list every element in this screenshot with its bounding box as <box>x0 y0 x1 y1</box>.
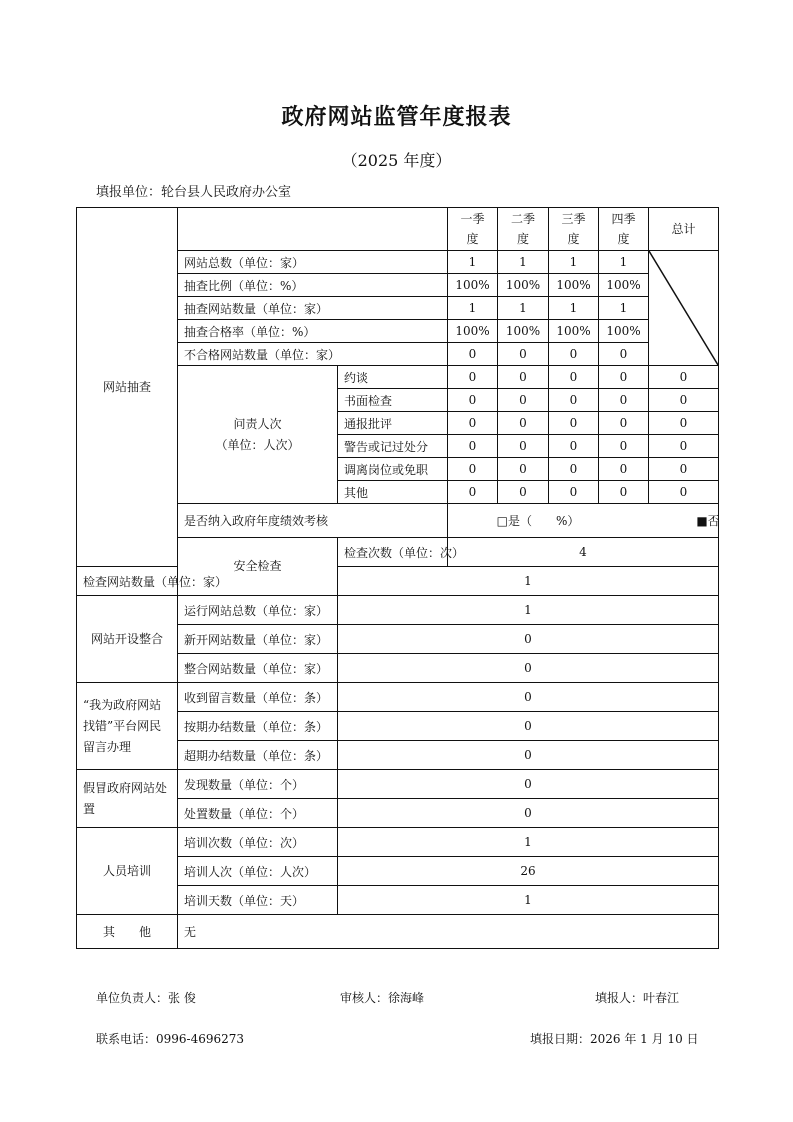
cell-value: 0 <box>549 435 599 458</box>
table-row <box>77 770 719 799</box>
page-subtitle: （2025 年度） <box>341 151 452 170</box>
row-label: 运行网站总数（单位：家） <box>178 596 338 625</box>
diagonal-cell <box>649 251 719 366</box>
cell-value: 0 <box>498 366 549 389</box>
cell-value: 0 <box>649 481 719 504</box>
cell-value: 1 <box>338 886 719 915</box>
cell-value: 1 <box>549 251 599 274</box>
cell-value: 0 <box>338 770 719 799</box>
cell-value: 0 <box>498 435 549 458</box>
cell-value: 0 <box>448 366 498 389</box>
row-label: 抽查比例（单位：%） <box>178 274 448 297</box>
section-name: 其 他 <box>77 915 178 949</box>
cell-value: 无 <box>178 915 719 949</box>
cell-value: 0 <box>599 343 649 366</box>
header-q1: 一季 度 <box>448 208 498 251</box>
table-row <box>77 596 719 625</box>
cell-value: 0 <box>549 458 599 481</box>
cell-value: 0 <box>338 683 719 712</box>
cell-value: 100% <box>498 274 549 297</box>
section-name: “我为政府网站找错”平台网民留言办理 <box>77 683 178 770</box>
cell-value: 0 <box>498 389 549 412</box>
cell-value: 0 <box>338 741 719 770</box>
fill-date: 填报日期：2026 年 1 月 10 日 <box>530 1032 699 1046</box>
cell-value: 0 <box>599 366 649 389</box>
cell-value: 4 <box>448 538 719 567</box>
cell-value: 1 <box>498 251 549 274</box>
cell-value: 0 <box>498 481 549 504</box>
cell-value: 100% <box>599 320 649 343</box>
section-name: 网站开设整合 <box>77 596 178 683</box>
cell-value: 0 <box>599 389 649 412</box>
cell-value: 0 <box>498 343 549 366</box>
row-label: 抽查网站数量（单位：家） <box>178 297 448 320</box>
cell-value: 0 <box>498 458 549 481</box>
header-blank <box>178 208 448 251</box>
cell-value: 1 <box>448 251 498 274</box>
row-label: 新开网站数量（单位：家） <box>178 625 338 654</box>
header-total: 总计 <box>649 208 719 251</box>
row-label: 约谈 <box>338 366 448 389</box>
row-label: 网站总数（单位：家） <box>178 251 448 274</box>
cell-value: 100% <box>448 274 498 297</box>
row-label: 检查次数（单位：次） <box>338 538 448 567</box>
cell-value: 0 <box>498 412 549 435</box>
accountability-label: 问责人次 （单位：人次） <box>178 366 338 504</box>
cell-value: 0 <box>338 799 719 828</box>
cell-value: 1 <box>338 567 719 596</box>
cell-value: 0 <box>448 343 498 366</box>
report-table <box>76 207 719 949</box>
cell-value: 1 <box>498 297 549 320</box>
cell-value: 0 <box>649 458 719 481</box>
row-label: 其他 <box>338 481 448 504</box>
cell-value: 0 <box>338 625 719 654</box>
row-label: 警告或记过处分 <box>338 435 448 458</box>
cell-value: 0 <box>549 343 599 366</box>
row-label: 培训天数（单位：天） <box>178 886 338 915</box>
assessment-yes-checkbox[interactable]: □是（ %） <box>496 514 580 528</box>
row-label: 整合网站数量（单位：家） <box>178 654 338 683</box>
cell-value: 1 <box>338 596 719 625</box>
section-name: 网站抽查 <box>77 208 178 567</box>
row-label: 检查网站数量（单位：家） <box>77 567 178 596</box>
cell-value: 0 <box>649 366 719 389</box>
cell-value: 0 <box>599 458 649 481</box>
cell-value: 1 <box>599 251 649 274</box>
assessment-no-checkbox[interactable]: ■否 <box>696 514 720 528</box>
cell-value: 0 <box>549 366 599 389</box>
cell-value: 0 <box>649 435 719 458</box>
table-row <box>77 683 719 712</box>
row-label: 培训人次（单位：人次） <box>178 857 338 886</box>
cell-value: 100% <box>599 274 649 297</box>
cell-value: 0 <box>549 481 599 504</box>
cell-value: 0 <box>448 412 498 435</box>
row-label: 抽查合格率（单位：%） <box>178 320 448 343</box>
row-label: 通报批评 <box>338 412 448 435</box>
section-name: 安全检查 <box>178 538 338 596</box>
cell-value: 100% <box>498 320 549 343</box>
cell-value: 100% <box>549 274 599 297</box>
row-label: 按期办结数量（单位：条） <box>178 712 338 741</box>
cell-value: 0 <box>448 458 498 481</box>
row-label: 超期办结数量（单位：条） <box>178 741 338 770</box>
cell-value: 1 <box>549 297 599 320</box>
reviewer: 审核人：徐海峰 <box>340 991 425 1005</box>
cell-value: 26 <box>338 857 719 886</box>
cell-value: 0 <box>448 435 498 458</box>
contact-phone: 联系电话：0996-4696273 <box>96 1032 245 1046</box>
table-row <box>77 567 719 596</box>
cell-value: 1 <box>338 828 719 857</box>
header-q3: 三季 度 <box>549 208 599 251</box>
cell-value: 0 <box>649 412 719 435</box>
assessment-options <box>448 504 719 538</box>
row-label: 不合格网站数量（单位：家） <box>178 343 448 366</box>
cell-value: 0 <box>338 654 719 683</box>
header-q4: 四季 度 <box>599 208 649 251</box>
diagonal-line <box>649 251 718 365</box>
row-label: 培训次数（单位：次） <box>178 828 338 857</box>
cell-value: 0 <box>599 412 649 435</box>
reporting-unit: 填报单位：轮台县人民政府办公室 <box>96 185 292 200</box>
section-name: 假冒政府网站处置 <box>77 770 178 828</box>
cell-value: 0 <box>599 435 649 458</box>
cell-value: 0 <box>649 389 719 412</box>
other-row <box>77 915 719 949</box>
row-label: 处置数量（单位：个） <box>178 799 338 828</box>
cell-value: 0 <box>448 389 498 412</box>
header-row <box>77 208 719 251</box>
unit-leader: 单位负责人：张 俊 <box>96 991 196 1005</box>
cell-value: 0 <box>338 712 719 741</box>
table-row <box>77 828 719 857</box>
page-title: 政府网站监管年度报表 <box>281 104 512 130</box>
cell-value: 0 <box>599 481 649 504</box>
row-label: 发现数量（单位：个） <box>178 770 338 799</box>
cell-value: 0 <box>549 389 599 412</box>
cell-value: 100% <box>549 320 599 343</box>
row-label: 书面检查 <box>338 389 448 412</box>
cell-value: 0 <box>549 412 599 435</box>
filler: 填报人：叶春江 <box>595 991 680 1005</box>
section-name: 人员培训 <box>77 828 178 915</box>
header-q2: 二季 度 <box>498 208 549 251</box>
cell-value: 100% <box>448 320 498 343</box>
row-label: 调离岗位或免职 <box>338 458 448 481</box>
row-label: 收到留言数量（单位：条） <box>178 683 338 712</box>
cell-value: 1 <box>599 297 649 320</box>
cell-value: 0 <box>448 481 498 504</box>
row-label: 是否纳入政府年度绩效考核 <box>178 504 448 538</box>
cell-value: 1 <box>448 297 498 320</box>
